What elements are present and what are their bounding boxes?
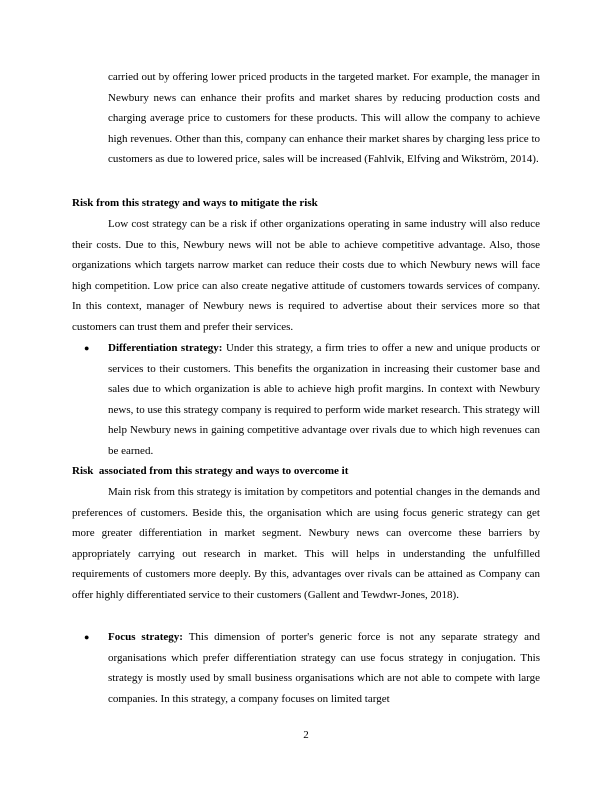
differentiation-strategy-title: Differentiation strategy: <box>108 342 223 354</box>
focus-strategy-item <box>108 627 540 709</box>
bullet-icon: ● <box>84 343 90 353</box>
intro-paragraph: carried out by offering lower priced products in the targeted market. For example, the manager in Newbury news can enhance their profits and market shares by reducing production costs and charging average price to customers for these products. This will allow the company to achieve high revenues. Other than this, company can enhance their market shares by charging less price to customers as due to lowered price, sales will be increased (Fahlvik, Elfving and Wikström, 2014). <box>108 71 540 166</box>
section-heading-risk-mitigation: Risk from this strategy and ways to mitigate the risk <box>72 197 318 209</box>
differentiation-strategy-item <box>108 338 540 462</box>
risk-overcome-paragraph: Main risk from this strategy is imitation by competitors and potential changes in the demands and preferences of customers. Beside this, the organisation which are using focus generic strategy can get more greater differentiation in market segment. Newbury news can overcome these barriers by appropriately carrying out research in market. This will helps in understanding the unfulfilled requirements of customers more deeply. By this, advantages over rivals can be attained as Company can offer highly differentiated service to their customers (Gallent and Tewdwr-Jones, 2018). <box>72 486 540 601</box>
focus-strategy-text: This dimension of porter's generic force is not any separate strategy and organisations which prefer differentiation strategy can use focus strategy in conjugation. This strategy is mostly used by small business organisations which are not able to compete with large companies. In this strategy, a company focuses on limited target <box>108 631 540 705</box>
focus-strategy-title: Focus strategy: <box>108 631 183 643</box>
section-heading-risk-overcome: Risk associated from this strategy and ways to overcome it <box>72 465 349 477</box>
page-number: 2 <box>303 729 309 741</box>
differentiation-strategy-text: Under this strategy, a firm tries to offer a new and unique products or services to their customers. This benefits the organization in increasing their customer base and sales due to which organization is able to achieve high profit margins. In context with Newbury news, to use this strategy company is required to perform wide market research. This strategy will help Newbury news in gaining competitive advantage over rivals due to which high revenues can be earned. <box>108 342 540 457</box>
bullet-icon: ● <box>84 632 90 642</box>
risk-mitigation-paragraph: Low cost strategy can be a risk if other organizations operating in same industry will also reduce their costs. Due to this, Newbury news will not be able to achieve competitive advantage. Also, those organizations which targets narrow market can reduce their costs due to which Newbury news will face high competition. Low price can also create negative attitude of customers towards services of company. In this context, manager of Newbury news is required to advertise about their services more so that customers can trust them and prefer their services. <box>72 218 540 333</box>
